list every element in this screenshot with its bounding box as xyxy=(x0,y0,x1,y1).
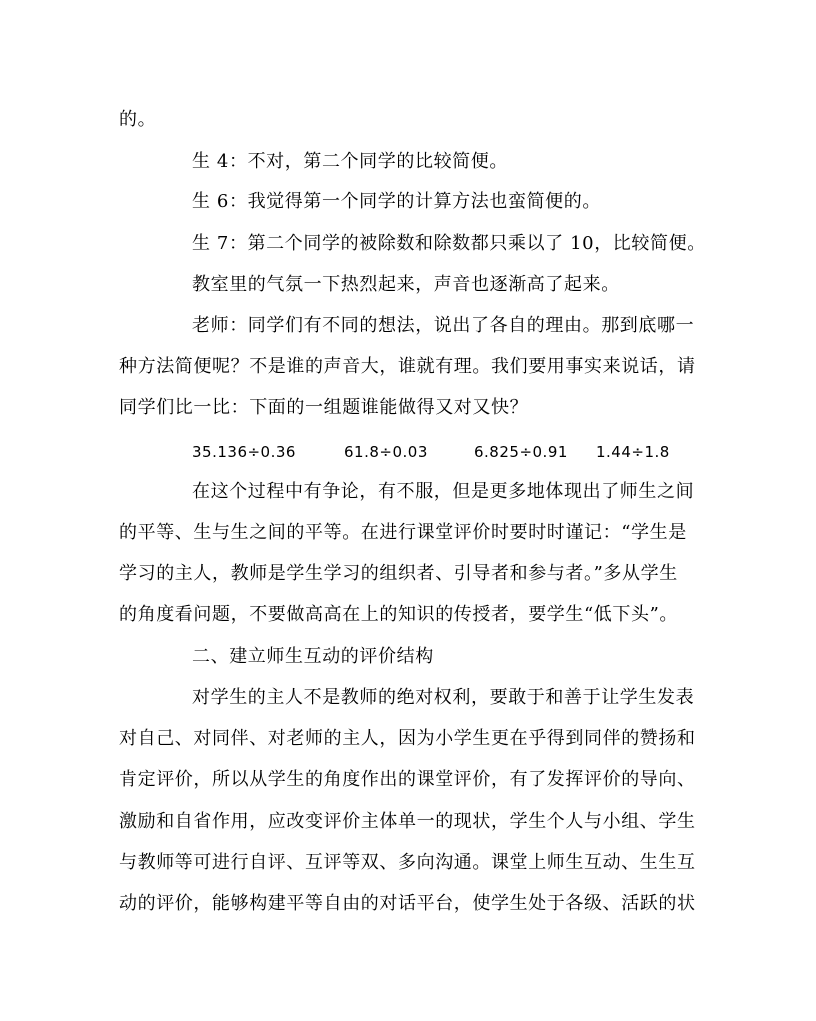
paragraph-line: 对学生的主人不是教师的绝对权利，要敢于和善于让学生发表 xyxy=(192,687,695,708)
paragraph-line: 动的评价，能够构建平等自由的对话平台，使学生处于各级、活跃的状 xyxy=(119,893,696,914)
paragraph-line: 的平等、生与生之间的平等。在进行课堂评价时要时时谨记：“学生是 xyxy=(119,522,687,543)
paragraph-line: 种方法简便呢？不是谁的声音大，谁就有理。我们要用事实来说话，请 xyxy=(119,356,696,377)
paragraph-line: 生 7：第二个同学的被除数和除数都只乘以了 10，比较简便。 xyxy=(192,233,706,254)
formula: 35.136÷0.36 xyxy=(192,443,296,461)
paragraph-line: 激励和自省作用，应改变评价主体单一的现状，学生个人与小组、学生 xyxy=(119,811,696,832)
formula: 61.8÷0.03 xyxy=(344,443,428,461)
paragraph-line: 生 6：我觉得第一个同学的计算方法也蛮简便的。 xyxy=(192,191,601,212)
paragraph-line: 在这个过程中有争论，有不服，但是更多地体现出了师生之间 xyxy=(192,481,695,502)
paragraph-line: 对自己、对同伴、对老师的主人，因为小学生更在乎得到同伴的赞扬和 xyxy=(119,728,696,749)
paragraph-line: 学习的主人，教师是学生学习的组织者、引导者和参与者。”多从学生 xyxy=(119,563,678,584)
formula: 1.44÷1.8 xyxy=(596,443,670,461)
paragraph-line: 与教师等可进行自评、互评等双、多向沟通。课堂上师生互动、生生互 xyxy=(119,852,696,873)
paragraph-line: 同学们比一比：下面的一组题谁能做得又对又快？ xyxy=(119,397,529,418)
paragraph-line: 教室里的气氛一下热烈起来，声音也逐渐高了起来。 xyxy=(192,274,620,295)
paragraph-line: 生 4：不对，第二个同学的比较简便。 xyxy=(192,151,508,172)
paragraph-line: 的角度看问题，不要做高高在上的知识的传授者，要学生“低下头”。 xyxy=(119,604,679,625)
section-heading: 二、建立师生互动的评价结构 xyxy=(192,646,434,667)
paragraph-line: 老师：同学们有不同的想法，说出了各自的理由。那到底哪一 xyxy=(192,315,695,336)
paragraph-line: 的。 xyxy=(119,109,157,130)
formula: 6.825÷0.91 xyxy=(474,443,568,461)
paragraph-line: 肯定评价，所以从学生的角度作出的课堂评价，有了发挥评价的导向、 xyxy=(119,769,696,790)
